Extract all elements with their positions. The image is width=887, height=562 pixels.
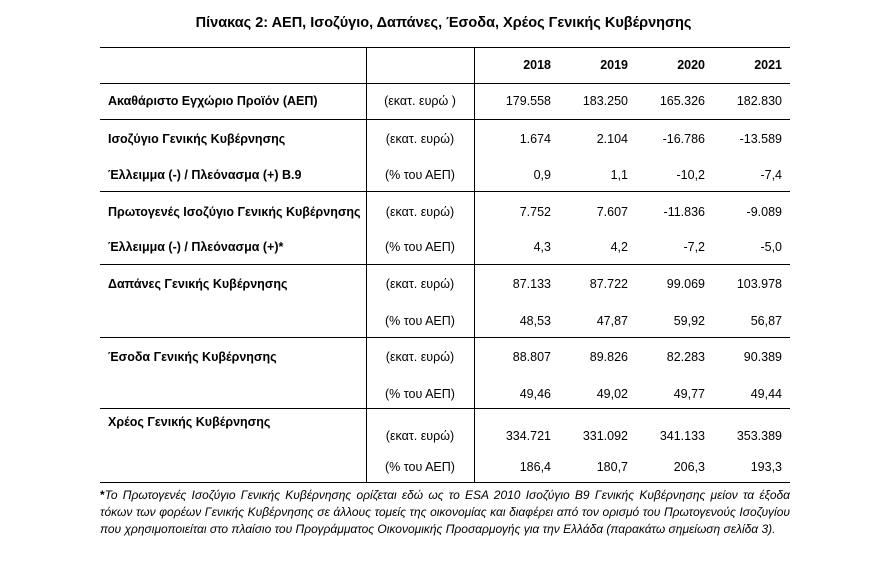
row-unit: (% του ΑΕΠ)	[385, 387, 455, 401]
table-cell: -7,2	[683, 240, 705, 254]
table-cell: 82.283	[666, 350, 705, 364]
table-cell: 59,92	[673, 314, 705, 328]
table-cell: 193,3	[750, 460, 782, 474]
table-cell: 103.978	[736, 277, 782, 291]
table-cell: 56,87	[750, 314, 782, 328]
table-cell: 89.826	[589, 350, 628, 364]
table-title: Πίνακας 2: ΑΕΠ, Ισοζύγιο, Δαπάνες, Έσοδα, Χρέος Γενικής Κυβέρνησης	[195, 15, 692, 31]
table-top-border	[100, 47, 790, 48]
table-cell: 1.674	[519, 132, 551, 146]
header-separator	[100, 83, 790, 84]
row-unit: (εκατ. ευρώ )	[384, 94, 456, 108]
row-unit: (% του ΑΕΠ)	[385, 240, 455, 254]
table-bottom-border	[100, 482, 790, 483]
row-unit: (% του ΑΕΠ)	[385, 314, 455, 328]
row-separator	[100, 264, 790, 265]
table-cell: -5,0	[760, 240, 782, 254]
row-unit: (εκατ. ευρώ)	[385, 205, 455, 219]
table-cell: -11.836	[663, 205, 705, 219]
table-cell: 4,2	[610, 240, 628, 254]
table-cell: 49,46	[519, 387, 551, 401]
table-cell: 180,7	[596, 460, 628, 474]
table-cell: 331.092	[582, 429, 628, 443]
table-cell: 186,4	[519, 460, 551, 474]
year-header: 2019	[600, 58, 628, 72]
footnote-marker: *	[100, 488, 105, 502]
year-header: 2020	[677, 58, 705, 72]
table-cell: 206,3	[673, 460, 705, 474]
row-unit: (% του ΑΕΠ)	[385, 460, 455, 474]
table-cell: 334.721	[505, 429, 551, 443]
row-label: Έσοδα Γενικής Κυβέρνησης	[108, 350, 277, 364]
table-cell: 353.389	[736, 429, 782, 443]
table-cell: 48,53	[519, 314, 551, 328]
table-cell: 87.133	[512, 277, 551, 291]
row-label: Ακαθάριστο Εγχώριο Προϊόν (ΑΕΠ)	[108, 94, 318, 108]
table-cell: 165.326	[659, 94, 705, 108]
footnote-text: Το Πρωτογενές Ισοζύγιο Γενικής Κυβέρνησης ορίζεται εδώ ως το ESA 2010 Ισοζύγιο Β9 Γενικής Κυβέρνησης μείον τα έξοδα τόκων των φορέων Γενικής Κυβέρνησης σε άλλους τομείς της οικονομίας και διαφέρει από τον ορισμό του Πρωτογενούς Ισοζυγίου που χρησιμοποιείται στο πλαίσιο του Προγράμματος Οικονομικής Προσαρμογής για την Ελλάδα (παρακάτω σημείωση σελίδα 3).	[100, 488, 790, 536]
row-label: Δαπάνες Γενικής Κυβέρνησης	[108, 277, 288, 291]
table-cell: -10,2	[676, 168, 705, 182]
table-cell: 4,3	[533, 240, 551, 254]
table-cell: 179.558	[505, 94, 551, 108]
row-unit: (εκατ. ευρώ)	[385, 350, 455, 364]
row-label: Ισοζύγιο Γενικής Κυβέρνησης	[108, 132, 286, 146]
table-cell: 88.807	[512, 350, 551, 364]
table-cell: 7.752	[519, 205, 551, 219]
table-cell: 183.250	[582, 94, 628, 108]
row-separator	[100, 191, 790, 192]
table-cell: 7.607	[596, 205, 628, 219]
year-header: 2018	[523, 58, 551, 72]
table-cell: 49,44	[750, 387, 782, 401]
row-label: Χρέος Γενικής Κυβέρνησης	[108, 415, 271, 429]
table-cell: -13.589	[739, 132, 782, 146]
table-cell: 47,87	[596, 314, 628, 328]
row-label: Έλλειμμα (-) / Πλεόνασμα (+)*	[108, 240, 284, 254]
table-cell: -9.089	[746, 205, 782, 219]
table-cell: 341.133	[659, 429, 705, 443]
year-header: 2021	[754, 58, 782, 72]
row-unit: (εκατ. ευρώ)	[385, 132, 455, 146]
table-cell: 182.830	[736, 94, 782, 108]
table-cell: 49,02	[596, 387, 628, 401]
table-cell: -7,4	[760, 168, 782, 182]
footnote	[100, 487, 790, 538]
table-cell: 2.104	[596, 132, 628, 146]
column-separator	[474, 47, 475, 482]
table-cell: 0,9	[533, 168, 551, 182]
table-cell: 49,77	[673, 387, 705, 401]
row-separator	[100, 119, 790, 120]
row-separator	[100, 337, 790, 338]
row-unit: (εκατ. ευρώ)	[385, 429, 455, 443]
row-unit: (εκατ. ευρώ)	[385, 277, 455, 291]
row-separator	[100, 408, 790, 409]
table-cell: -16.786	[662, 132, 705, 146]
column-separator	[366, 47, 367, 482]
table-cell: 99.069	[666, 277, 705, 291]
table-cell: 1,1	[610, 168, 628, 182]
table-cell: 87.722	[589, 277, 628, 291]
row-unit: (% του ΑΕΠ)	[385, 168, 455, 182]
table-cell: 90.389	[743, 350, 782, 364]
row-label: Πρωτογενές Ισοζύγιο Γενικής Κυβέρνησης	[108, 205, 361, 219]
row-label: Έλλειμμα (-) / Πλεόνασμα (+) Β.9	[108, 168, 302, 182]
